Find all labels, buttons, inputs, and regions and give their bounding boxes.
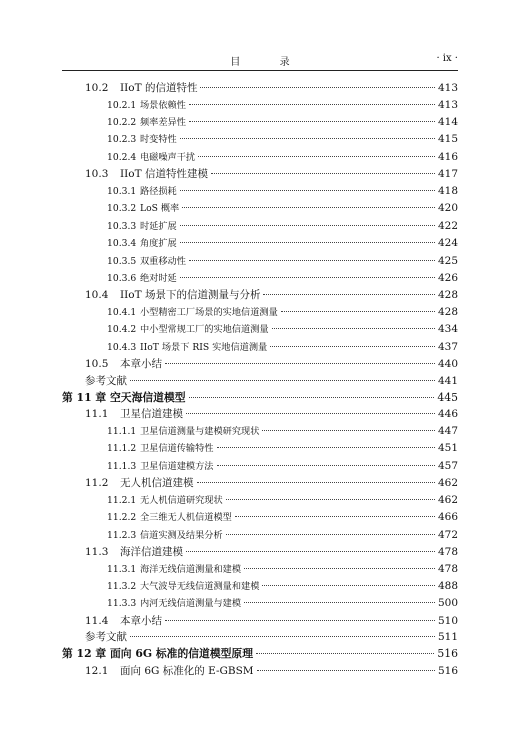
toc-entry-page: 445 (437, 390, 458, 404)
toc-entry-page: 437 (437, 340, 458, 353)
toc-section-entry (62, 475, 458, 492)
toc-dot-leader (226, 499, 435, 500)
toc-dot-leader (189, 104, 435, 105)
toc-entry-number: 11.1.3 (107, 460, 137, 472)
toc-dot-leader (180, 242, 435, 243)
toc-entry-page: 510 (437, 614, 458, 627)
toc-dot-leader (189, 260, 435, 261)
toc-entry-title: 面向 6G 标准化的 E-GBSM (120, 664, 254, 677)
toc-section-entry (62, 595, 458, 612)
toc-entry-title: 本章小结 (120, 358, 162, 371)
toc-entry-page: 428 (437, 305, 458, 318)
toc-entry-title: 角度扩展 (140, 238, 177, 250)
toc-entry-number: 11.3.1 (107, 563, 137, 575)
toc-dot-leader (211, 173, 435, 174)
toc-dot-leader (197, 482, 435, 483)
toc-section-entry (62, 304, 458, 321)
toc-entry-number: 10.2.4 (107, 151, 137, 163)
toc-entry-title: 频率差异性 (140, 117, 186, 129)
toc-section-entry (62, 166, 458, 183)
toc-dot-leader (165, 620, 435, 621)
toc-entry-page: 417 (437, 168, 458, 181)
toc-entry-title: 中小型常规工厂的实地信道测量 (140, 324, 269, 336)
toc-entry-number: 10.4.2 (107, 324, 137, 336)
toc-entry-number: 11.1.2 (107, 443, 137, 455)
toc-dot-leader (180, 225, 435, 226)
toc-dot-leader (256, 653, 434, 654)
toc-entry-page: 415 (437, 133, 458, 146)
toc-entry-number: 11.2.1 (107, 494, 137, 506)
toc-section-entry (62, 131, 458, 148)
toc-entry-title: 海洋无线信道测量和建模 (140, 563, 242, 575)
toc-entry-page: 416 (437, 150, 458, 163)
toc-entry-number: 11.2.3 (107, 529, 137, 541)
toc-entry-title: 本章小结 (120, 614, 162, 627)
toc-entry-page: 440 (437, 358, 458, 371)
toc-section-entry (62, 458, 458, 475)
toc-entry-page: 511 (437, 631, 458, 644)
toc-entry-page: 446 (437, 408, 458, 421)
toc-entry-page: 441 (437, 374, 458, 387)
toc-entry-title: IIoT 的信道特性 (120, 82, 198, 94)
toc-entry-number: 10.2.3 (107, 134, 137, 146)
toc-entry-page: 466 (437, 511, 458, 524)
toc-dot-leader (189, 121, 435, 122)
toc-section-entry (62, 613, 458, 630)
toc-section-entry (62, 149, 458, 166)
toc-entry-title: 无人机信道建模 (120, 477, 194, 490)
toc-dot-leader (235, 516, 435, 517)
toc-entry-page: 420 (437, 202, 458, 215)
page-number: · ix · (436, 53, 458, 64)
toc-entry-number: 11.3 (85, 545, 109, 558)
toc-entry-title: 时变特性 (140, 134, 177, 146)
toc-entry-number: 11.1 (85, 408, 109, 421)
toc-entry-number: 10.3 (85, 168, 109, 181)
toc-section-entry (62, 578, 458, 595)
toc-dot-leader (180, 277, 435, 278)
toc-entry-number: 10.3.6 (107, 272, 137, 284)
toc-dot-leader (130, 380, 435, 381)
toc-entry-page: 413 (437, 82, 458, 94)
header-rule (62, 70, 458, 71)
toc-entry-page: 426 (437, 271, 458, 284)
toc-dot-leader (263, 294, 434, 295)
toc-entry-number: 11.3.2 (107, 581, 137, 592)
toc-dot-leader (198, 156, 435, 157)
toc-section-entry (62, 492, 458, 509)
toc-section-entry (62, 406, 458, 423)
toc-entry-page: 428 (437, 289, 458, 302)
toc-section-entry (62, 80, 458, 97)
toc-entry-number: 10.4.1 (107, 306, 137, 318)
toc-entry-title: 绝对时延 (140, 272, 177, 284)
toc-entry-number: 11.2 (85, 477, 109, 490)
toc-entry-number: 11.2.2 (107, 512, 137, 524)
toc-dot-leader (272, 328, 435, 329)
toc-entry-title: 场景依赖性 (140, 99, 186, 111)
toc-dot-leader (262, 430, 435, 431)
toc-entry-number: 10.4.3 (107, 341, 137, 353)
toc-entry-title: 卫星信道测量与建模研究现状 (140, 425, 260, 437)
toc-entry-page: 434 (437, 323, 458, 336)
toc-entry-page: 425 (437, 254, 458, 267)
page-header (62, 51, 458, 69)
toc-section-entry (62, 356, 458, 373)
toc-entry-page: 413 (437, 98, 458, 111)
toc-entry-page: 414 (437, 116, 458, 129)
toc-entry-title: IIoT 场景下 RIS 实地信道测量 (140, 341, 268, 353)
toc-entry-page: 447 (437, 424, 458, 437)
toc-entry-page: 462 (437, 477, 458, 490)
toc-section-entry (62, 183, 458, 200)
toc-entry-number: 第 11 章 (62, 390, 107, 404)
toc-dot-leader (217, 447, 435, 448)
toc-entry-page: 424 (437, 237, 458, 250)
toc-section-entry (62, 235, 458, 252)
toc-entry-title: IIoT 信道特性建模 (120, 168, 208, 181)
toc-entry-number: 10.3.1 (107, 185, 137, 197)
toc-dot-leader (186, 413, 435, 414)
toc-entry-number: 10.3.5 (107, 255, 137, 267)
toc-dot-leader (262, 585, 435, 586)
toc-entry-title: 电磁噪声干扰 (140, 151, 196, 163)
toc-entry-number: 12.1 (85, 664, 109, 677)
toc-entry-title: 参考文献 (85, 631, 127, 644)
toc-dot-leader (180, 138, 435, 139)
toc-entry-title: IIoT 场景下的信道测量与分析 (120, 289, 261, 302)
toc-entry-title: 卫星信道传输特性 (140, 443, 214, 455)
toc-dot-leader (217, 465, 435, 466)
toc-section-entry (62, 527, 458, 544)
toc-entry-title: LoS 概率 (140, 203, 180, 215)
toc-references-entry (62, 373, 458, 390)
toc-dot-leader (244, 602, 435, 603)
page-title: 目 录 (230, 57, 308, 68)
toc-entry-number: 11.3.3 (107, 598, 137, 610)
toc-entry-title: 无人机信道研究现状 (140, 494, 223, 506)
toc-entry-number: 10.2.2 (107, 117, 137, 129)
toc-section-entry (62, 114, 458, 131)
toc-entry-number: 10.5 (85, 358, 109, 371)
toc-entry-number: 11.4 (85, 614, 109, 627)
toc-dot-leader (189, 397, 435, 398)
toc-entry-page: 451 (437, 442, 458, 455)
toc-entry-number: 10.3.3 (107, 220, 137, 232)
toc-entry-title: 参考文献 (85, 374, 127, 387)
toc-section-entry (62, 287, 458, 304)
toc-section-entry (62, 321, 458, 338)
toc-dot-leader (200, 87, 434, 88)
toc-chapter-entry (62, 646, 458, 663)
toc-dot-leader (226, 534, 435, 535)
toc-entry-page: 457 (437, 459, 458, 472)
toc-entry-title: 信道实测及结果分析 (140, 529, 223, 541)
toc-section-entry (62, 253, 458, 270)
toc-entry-page: 500 (437, 597, 458, 610)
toc-entry-page: 516 (437, 664, 458, 677)
toc-section-entry (62, 270, 458, 287)
toc-section-entry (62, 218, 458, 235)
toc-dot-leader (165, 363, 435, 364)
table-of-contents (62, 80, 458, 680)
toc-dot-leader (180, 190, 435, 191)
toc-dot-leader (186, 551, 435, 552)
toc-dot-leader (270, 346, 435, 347)
toc-section-entry (62, 423, 458, 440)
toc-entry-page: 462 (437, 493, 458, 506)
toc-entry-number: 第 12 章 (62, 647, 107, 661)
toc-entry-page: 472 (437, 528, 458, 541)
toc-dot-leader (130, 636, 435, 637)
toc-section-entry (62, 509, 458, 526)
toc-entry-title: 全三维无人机信道模型 (140, 512, 232, 524)
toc-section-entry (62, 97, 458, 114)
toc-entry-number: 10.4 (85, 289, 109, 302)
toc-entry-title: 卫星信道建模 (120, 408, 183, 421)
toc-entry-title: 海洋信道建模 (120, 545, 183, 558)
toc-entry-page: 418 (437, 184, 458, 197)
toc-entry-title: 小型精密工厂场景的实地信道测量 (140, 306, 278, 318)
toc-entry-title: 面向 6G 标准的信道模型原理 (110, 647, 254, 661)
toc-entry-number: 10.3.2 (107, 203, 137, 215)
toc-entry-page: 488 (437, 580, 458, 592)
toc-entry-title: 时延扩展 (140, 220, 177, 232)
toc-section-entry (62, 440, 458, 457)
toc-dot-leader (182, 207, 435, 208)
toc-section-entry (62, 561, 458, 578)
toc-entry-title: 双重移动性 (140, 255, 186, 267)
toc-entry-page: 422 (437, 219, 458, 232)
toc-section-entry (62, 663, 458, 680)
toc-entry-title: 内河无线信道测量与建模 (140, 598, 242, 610)
toc-dot-leader (244, 568, 435, 569)
toc-entry-number: 10.2 (85, 82, 109, 94)
toc-section-entry (62, 544, 458, 561)
toc-entry-page: 478 (437, 545, 458, 558)
toc-entry-number: 10.3.4 (107, 238, 137, 250)
toc-dot-leader (281, 311, 435, 312)
toc-references-entry (62, 629, 458, 646)
toc-section-entry (62, 339, 458, 356)
toc-dot-leader (257, 670, 435, 671)
toc-entry-title: 空天海信道模型 (110, 390, 186, 404)
toc-entry-page: 478 (437, 562, 458, 575)
toc-entry-page: 516 (437, 647, 458, 661)
toc-section-entry (62, 200, 458, 217)
toc-entry-title: 大气波导无线信道测量和建模 (140, 581, 260, 592)
toc-entry-title: 卫星信道建模方法 (140, 460, 214, 472)
toc-entry-title: 路径损耗 (140, 185, 177, 197)
toc-entry-number: 10.2.1 (107, 99, 137, 111)
toc-chapter-entry (62, 390, 458, 407)
toc-entry-number: 11.1.1 (107, 425, 137, 437)
